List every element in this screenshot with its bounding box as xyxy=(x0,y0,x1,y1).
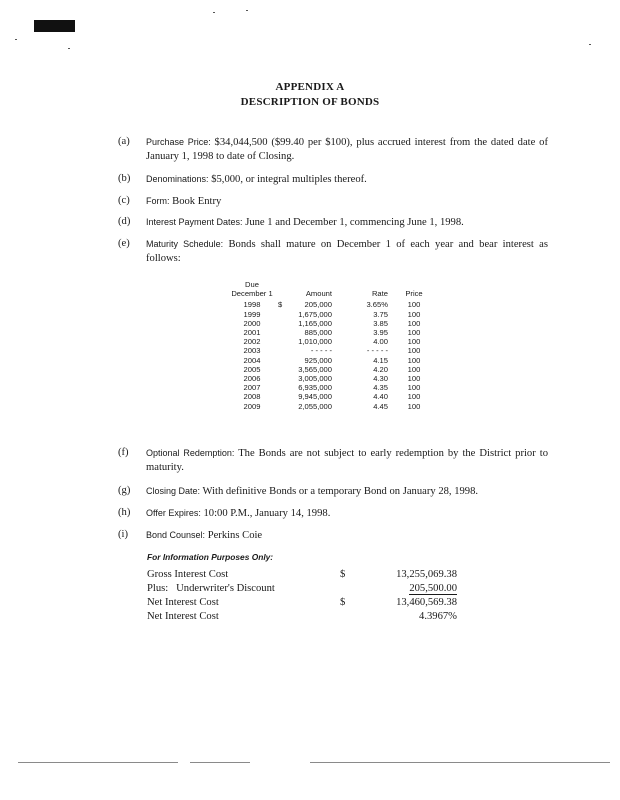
maturity-price: 100 xyxy=(407,401,421,411)
maturity-price: 100 xyxy=(407,392,421,402)
cost-row-gross-interest xyxy=(147,569,457,583)
item-marker: (d) xyxy=(118,216,131,227)
maturity-row xyxy=(226,310,440,319)
maturity-price: 100 xyxy=(407,364,421,374)
item-label: Purchase Price: xyxy=(146,137,211,147)
item-closing-date xyxy=(118,484,548,499)
maturity-year: 2007 xyxy=(243,383,261,393)
maturity-price: 100 xyxy=(407,346,421,356)
scan-speck xyxy=(589,44,591,45)
maturity-rate: 3.75 xyxy=(373,309,388,319)
col-header-due-line2: December 1 xyxy=(231,289,273,299)
maturity-dollar xyxy=(278,310,288,319)
maturity-rate: 4.40 xyxy=(373,392,388,402)
maturity-year: 2001 xyxy=(243,328,261,338)
cost-label: Net Interest Cost xyxy=(147,611,219,622)
maturity-year: 1999 xyxy=(243,309,261,319)
col-header-due-line1: Due xyxy=(245,280,259,289)
col-header-due xyxy=(226,280,278,300)
maturity-year: 2005 xyxy=(243,364,261,374)
maturity-year: 2004 xyxy=(243,355,261,365)
scan-speck xyxy=(213,12,215,13)
maturity-dollar xyxy=(278,374,288,383)
cost-row-net-interest-rate xyxy=(147,611,457,625)
cost-value: 13,460,569.38 xyxy=(396,597,457,608)
item-text: With definitive Bonds or a temporary Bond on January 28, 1998. xyxy=(200,486,479,497)
footer-rule xyxy=(18,762,178,763)
item-form xyxy=(118,194,548,209)
maturity-amount: 1,010,000 xyxy=(298,337,332,347)
maturity-rate: 4.15 xyxy=(373,355,388,365)
maturity-year: 2002 xyxy=(243,337,261,347)
maturity-year: 1998 xyxy=(243,300,261,310)
item-purchase-price xyxy=(118,135,548,164)
maturity-dollar xyxy=(278,383,288,392)
cost-label: Gross Interest Cost xyxy=(147,569,229,580)
maturity-row xyxy=(226,337,440,346)
item-text: $34,044,500 ($99.40 per $100), plus accrued interest from the dated date of January 1, 1998 to date of Closing. xyxy=(146,137,548,162)
cost-dollar: $ xyxy=(340,569,346,580)
maturity-price: 100 xyxy=(407,337,421,347)
item-maturity-schedule xyxy=(118,237,548,266)
maturity-dollar xyxy=(278,365,288,374)
maturity-dollar: $ xyxy=(278,300,283,310)
maturity-dollar xyxy=(278,402,288,411)
cost-label: Plus: Underwriter's Discount xyxy=(147,583,275,594)
maturity-row xyxy=(226,346,440,355)
maturity-rate: 4.20 xyxy=(373,364,388,374)
cost-label: Net Interest Cost xyxy=(147,597,219,608)
item-label: Closing Date: xyxy=(146,486,201,496)
item-marker: (f) xyxy=(118,447,129,458)
item-text: Perkins Coie xyxy=(205,530,263,541)
item-marker: (a) xyxy=(118,136,130,147)
item-label: Interest Payment Dates: xyxy=(146,217,243,227)
item-label: Offer Expires: xyxy=(146,508,201,518)
maturity-rate: 3.85 xyxy=(373,318,388,328)
maturity-amount: 1,165,000 xyxy=(298,318,332,328)
col-header-amount: Amount xyxy=(305,289,332,299)
maturity-amount: 205,000 xyxy=(304,300,332,310)
maturity-dollar xyxy=(278,319,288,328)
maturity-row xyxy=(226,402,440,411)
maturity-rate: 3.65% xyxy=(366,300,388,310)
item-marker: (c) xyxy=(118,195,130,206)
item-marker: (e) xyxy=(118,238,130,249)
maturity-amount: 6,935,000 xyxy=(298,383,332,393)
maturity-price: 100 xyxy=(407,309,421,319)
maturity-price: 100 xyxy=(407,355,421,365)
item-text: Book Entry xyxy=(169,196,222,207)
item-text: June 1 and December 1, commencing June 1, 1998. xyxy=(242,217,464,228)
cost-dollar: $ xyxy=(340,597,346,608)
appendix-subtitle: DESCRIPTION OF BONDS xyxy=(240,96,380,108)
item-denominations xyxy=(118,172,548,187)
item-label: Form: xyxy=(146,196,170,206)
item-offer-expires xyxy=(118,506,548,521)
item-label: Denominations: xyxy=(146,174,209,184)
item-marker: (b) xyxy=(118,173,131,184)
maturity-year: 2006 xyxy=(243,374,261,384)
maturity-dollar xyxy=(278,392,288,401)
maturity-rate: 4.30 xyxy=(373,374,388,384)
maturity-row xyxy=(226,392,440,401)
maturity-price: 100 xyxy=(407,300,421,310)
footer-rule xyxy=(190,762,250,763)
item-marker: (i) xyxy=(118,529,128,540)
item-interest-payment-dates xyxy=(118,215,548,230)
maturity-dollar xyxy=(278,346,288,355)
maturity-price: 100 xyxy=(407,383,421,393)
maturity-dollar xyxy=(278,337,288,346)
cost-row-net-interest xyxy=(147,597,457,611)
maturity-rate: 4.00 xyxy=(373,337,388,347)
maturity-price: 100 xyxy=(407,318,421,328)
maturity-amount: - - - - - xyxy=(310,346,332,356)
maturity-row xyxy=(226,383,440,392)
maturity-year: 2000 xyxy=(243,318,261,328)
maturity-amount: 2,055,000 xyxy=(298,401,332,411)
item-label: Optional Redemption: xyxy=(146,448,235,458)
scan-speck xyxy=(68,48,70,49)
item-text: 10:00 P.M., January 14, 1998. xyxy=(200,508,331,519)
maturity-table xyxy=(226,280,440,411)
item-optional-redemption xyxy=(118,446,548,475)
col-header-spacer xyxy=(278,280,288,300)
maturity-amount: 9,945,000 xyxy=(298,392,332,402)
maturity-row xyxy=(226,374,440,383)
maturity-row xyxy=(226,328,440,337)
appendix-title: APPENDIX A xyxy=(275,81,345,93)
item-marker: (g) xyxy=(118,485,131,496)
item-label: Bond Counsel: xyxy=(146,530,206,540)
scan-speck xyxy=(246,10,248,11)
maturity-dollar xyxy=(278,328,288,337)
maturity-rate: - - - - - xyxy=(366,346,388,356)
maturity-price: 100 xyxy=(407,374,421,384)
cost-row-underwriter-discount xyxy=(147,583,457,597)
maturity-row xyxy=(226,356,440,365)
maturity-dollar xyxy=(278,356,288,365)
col-header-price: Price xyxy=(405,289,423,299)
maturity-table-header xyxy=(226,280,440,300)
maturity-rate: 4.35 xyxy=(373,383,388,393)
maturity-amount: 1,675,000 xyxy=(298,309,332,319)
maturity-row xyxy=(226,319,440,328)
maturity-price: 100 xyxy=(407,328,421,338)
maturity-year: 2009 xyxy=(243,401,261,411)
item-text: $5,000, or integral multiples thereof. xyxy=(208,174,367,185)
maturity-amount: 925,000 xyxy=(304,355,332,365)
info-heading: For Information Purposes Only: xyxy=(147,552,274,562)
item-bond-counsel xyxy=(118,528,548,543)
maturity-year: 2003 xyxy=(243,346,261,356)
maturity-row xyxy=(226,300,440,309)
maturity-rate: 4.45 xyxy=(373,401,388,411)
item-label: Maturity Schedule: xyxy=(146,239,224,249)
maturity-amount: 885,000 xyxy=(304,328,332,338)
redaction-bar xyxy=(34,20,75,32)
footer-rule xyxy=(310,762,610,763)
maturity-rate: 3.95 xyxy=(373,328,388,338)
maturity-table-body xyxy=(226,300,440,410)
cost-value: 4.3967% xyxy=(419,611,457,622)
scan-speck xyxy=(15,39,17,40)
item-marker: (h) xyxy=(118,507,131,518)
item-text: The Bonds are not subject to early redemption by the District prior to maturity. xyxy=(146,448,548,473)
item-text: Bonds shall mature on December 1 of each year and bear interest as follows: xyxy=(146,239,548,264)
maturity-year: 2008 xyxy=(243,392,261,402)
cost-value: 205,500.00 xyxy=(409,583,457,594)
cost-value: 13,255,069.38 xyxy=(396,569,457,580)
col-header-rate: Rate xyxy=(371,289,388,299)
maturity-amount: 3,565,000 xyxy=(298,364,332,374)
maturity-amount: 3,005,000 xyxy=(298,374,332,384)
maturity-row xyxy=(226,365,440,374)
